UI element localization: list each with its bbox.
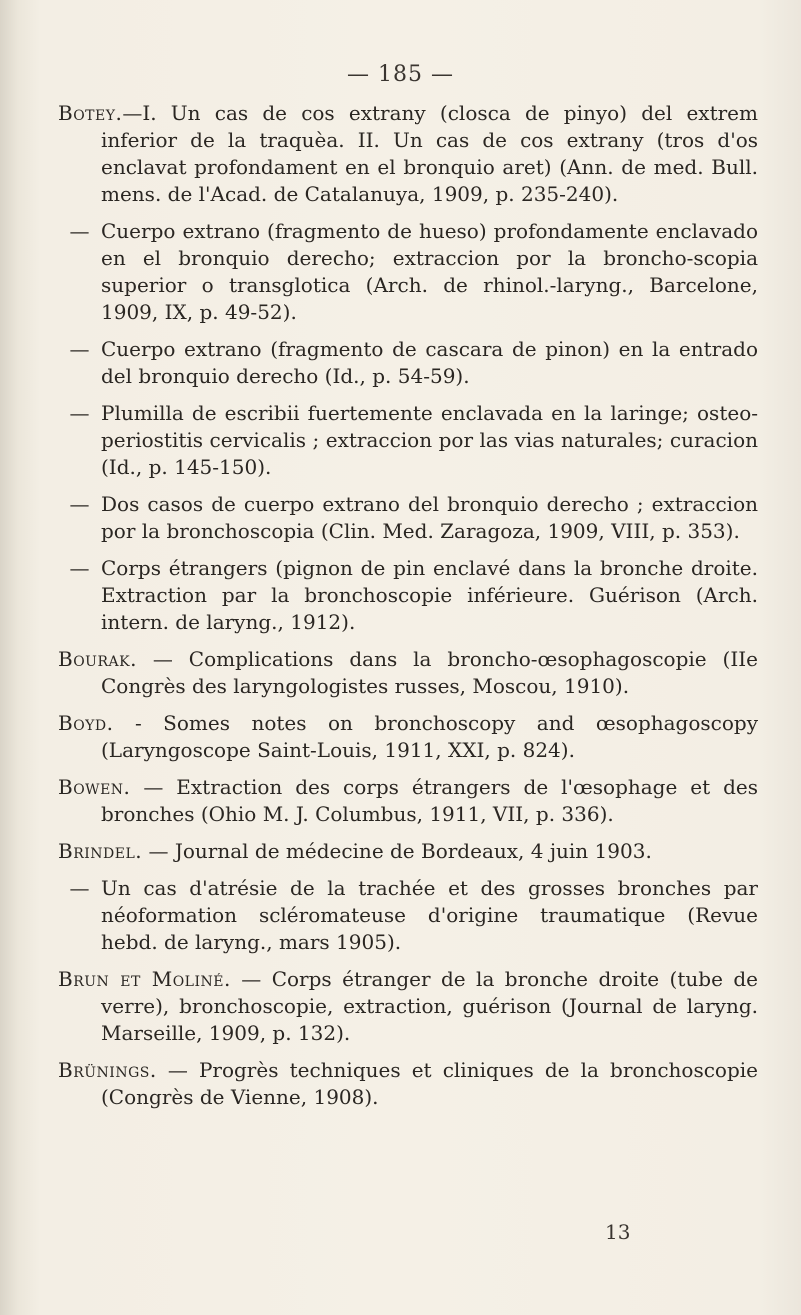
ditto-dash: — bbox=[69, 492, 90, 516]
entry-author: Bourak. bbox=[58, 647, 137, 671]
bibliography-entry bbox=[58, 710, 758, 764]
entry-author: Botey. bbox=[58, 101, 123, 125]
entry-text: Un cas d'atrésie de la trachée et des grosses bronches par néoformation scléromateuse d'origine traumatique (Revue hebd. de laryng., mars 1905). bbox=[101, 876, 758, 954]
bibliography-entry bbox=[58, 1057, 758, 1111]
bibliography-entry bbox=[58, 336, 758, 390]
bibliography-entry bbox=[58, 646, 758, 700]
bibliography-entry bbox=[58, 400, 758, 481]
entry-author: Brun et Moliné. bbox=[58, 967, 231, 991]
ditto-dash: — bbox=[69, 337, 90, 361]
bibliography-entry bbox=[58, 875, 758, 956]
entry-author: Boyd. bbox=[58, 711, 114, 735]
entry-text: — Corps étranger de la bronche droite (tube de verre), bronchoscopie, extraction, guérison (Journal de laryng. Marseille, 1909, p. 132). bbox=[101, 967, 758, 1045]
entry-author: Bowen. bbox=[58, 775, 131, 799]
entry-text: — Extraction des corps étrangers de l'œsophage et des bronches (Ohio M. J. Columbus, 1911, VII, p. 336). bbox=[101, 775, 758, 826]
bibliography-entry bbox=[58, 838, 758, 865]
entry-author: Brünings. bbox=[58, 1058, 157, 1082]
ditto-dash: — bbox=[69, 219, 90, 243]
entry-text: Corps étrangers (pignon de pin enclavé dans la bronche droite. Extraction par la bronchoscopie inférieure. Guérison (Arch. intern. de laryng., 1912). bbox=[101, 556, 758, 634]
entry-author: Brindel. bbox=[58, 839, 143, 863]
entry-text: Plumilla de escribii fuertemente enclavada en la laringe; osteo-periostitis cervicalis ; extraccion por las vias naturales; curacion (Id., p. 145-150). bbox=[101, 401, 758, 479]
bibliography-entry bbox=[58, 491, 758, 545]
signature-mark: 13 bbox=[605, 1220, 631, 1244]
entry-text: —I. Un cas de cos extrany (closca de pinyo) del extrem inferior de la traquèa. II. Un cas de cos extrany (tros d'os enclavat profondament en el bronquio aret) (Ann. de med. Bull. mens. de l'Acad. de Catalanuya, 1909, p. 235-240). bbox=[101, 101, 758, 206]
entry-text: Cuerpo extrano (fragmento de cascara de pinon) en la entrado del bronquio derecho (Id., p. 54-59). bbox=[101, 337, 758, 388]
entry-text: Cuerpo extrano (fragmento de hueso) profondamente enclavado en el bronquio derecho; extraccion por la broncho-scopia superior o transglotica (Arch. de rhinol.-laryng., Barcelone, 1909, IX, p. 49-52). bbox=[101, 219, 758, 324]
entry-text: — Complications dans la broncho-œsophagoscopie (IIe Congrès des laryngologistes russes, Moscou, 1910). bbox=[101, 647, 758, 698]
entry-text: — Journal de médecine de Bordeaux, 4 juin 1903. bbox=[148, 839, 652, 863]
bibliography-entry bbox=[58, 100, 758, 208]
entry-text: Dos casos de cuerpo extrano del bronquio derecho ; extraccion por la bronchoscopia (Clin. Med. Zaragoza, 1909, VIII, p. 353). bbox=[101, 492, 758, 543]
bibliography-entry bbox=[58, 555, 758, 636]
page-number: — 185 — bbox=[347, 62, 454, 87]
ditto-dash: — bbox=[69, 556, 90, 580]
ditto-dash: — bbox=[69, 401, 90, 425]
bibliography-entry bbox=[58, 966, 758, 1047]
bibliography-entry bbox=[58, 218, 758, 326]
bibliography-entry bbox=[58, 774, 758, 828]
entry-text: — Progrès techniques et cliniques de la bronchoscopie (Congrès de Vienne, 1908). bbox=[101, 1058, 759, 1109]
ditto-dash: — bbox=[69, 876, 90, 900]
bibliography-list bbox=[58, 100, 758, 1121]
entry-text: - Somes notes on bronchoscopy and œsophagoscopy (Laryngoscope Saint-Louis, 1911, XXI, p. 824). bbox=[101, 711, 759, 762]
